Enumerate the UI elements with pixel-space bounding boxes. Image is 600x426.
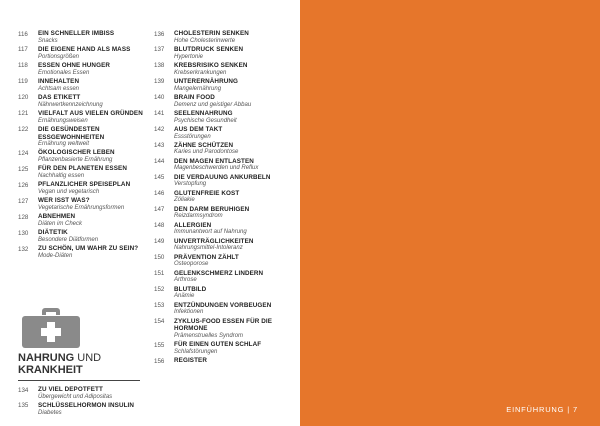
toc-subtitle: Vegan und vegetarisch	[38, 189, 100, 196]
toc-page-number: 152	[154, 286, 165, 294]
toc-entry-text	[38, 402, 143, 417]
toc-page-number: 144	[154, 158, 165, 166]
toc-entry[interactable]	[154, 62, 289, 77]
toc-subtitle: Besondere Diätformen	[38, 237, 99, 243]
toc-entry[interactable]	[154, 270, 289, 285]
section-title-bold-2: KRANKHEIT	[18, 364, 83, 376]
toc-entry[interactable]	[154, 357, 289, 366]
footer-section: EINFÜHRUNG	[506, 405, 565, 414]
toc-page-number: 128	[18, 213, 29, 221]
toc-subtitle: Verstopfung	[174, 181, 207, 188]
toc-page-number: 127	[18, 197, 29, 205]
page-footer	[506, 405, 578, 414]
toc-entry-text	[174, 206, 289, 221]
toc-entry[interactable]	[18, 229, 153, 244]
toc-entry[interactable]	[18, 110, 153, 125]
toc-title: ESSEN OHNE HUNGER	[38, 61, 111, 69]
toc-entry[interactable]	[18, 165, 153, 180]
toc-title: BRAIN FOOD	[174, 93, 215, 101]
toc-entry-text	[38, 78, 153, 93]
toc-page-number: 137	[154, 46, 165, 54]
toc-entry[interactable]	[18, 245, 153, 260]
toc-entry-text	[38, 245, 153, 260]
toc-entry[interactable]	[154, 318, 289, 340]
toc-page-number: 146	[154, 190, 165, 198]
toc-subtitle: Hypertonie	[174, 53, 204, 60]
toc-page-number: 122	[18, 126, 29, 134]
toc-subtitle: Arthrose	[174, 277, 197, 284]
toc-subtitle: Emotionales Essen	[38, 69, 90, 76]
toc-page-number: 153	[154, 302, 165, 310]
toc-page-number: 118	[18, 62, 28, 70]
toc-entry-text	[174, 158, 289, 173]
toc-entry[interactable]	[18, 197, 153, 212]
toc-page-number: 154	[154, 318, 165, 326]
toc-title: ABNEHMEN	[38, 213, 76, 221]
toc-entry[interactable]	[18, 126, 153, 148]
toc-entry-text	[174, 238, 289, 253]
toc-subtitle: Vegetarische Ernährungsformen	[38, 205, 125, 212]
toc-entry-text	[174, 270, 289, 285]
toc-title: ÖKOLOGISCHER LEBEN	[38, 149, 115, 157]
toc-entry[interactable]	[154, 206, 289, 221]
toc-subtitle: Mangelernährung	[174, 85, 222, 92]
toc-page-number: 147	[154, 206, 165, 214]
toc-subtitle: Schlafstörungen	[174, 348, 218, 355]
toc-entry-text	[174, 94, 289, 109]
toc-title: ZYKLUS-FOOD ESSEN FÜR DIE HORMONE	[174, 317, 273, 333]
toc-entry[interactable]	[154, 126, 289, 141]
page-number: 7	[573, 405, 578, 414]
toc-title: DEN DARM BERUHIGEN	[174, 205, 250, 213]
toc-entry[interactable]	[154, 78, 289, 93]
toc-page-number: 145	[154, 174, 165, 182]
toc-title: UNVERTRÄGLICHKEITEN	[174, 237, 254, 245]
toc-entry-text	[38, 213, 153, 228]
toc-subtitle: Reizdarmsyndrom	[174, 213, 223, 220]
section-title	[18, 352, 143, 376]
toc-entry[interactable]	[154, 30, 289, 45]
toc-page-number: 126	[18, 181, 29, 189]
toc-entry[interactable]	[18, 30, 153, 45]
toc-title: PRÄVENTION ZÄHLT	[174, 253, 239, 261]
toc-subtitle: Achtsam essen	[38, 85, 80, 92]
toc-entry-text	[38, 30, 153, 45]
toc-entry[interactable]	[18, 62, 153, 77]
toc-entry[interactable]	[18, 149, 153, 164]
toc-title: WER ISST WAS?	[38, 197, 90, 205]
toc-subtitle: Diäten im Check	[38, 221, 83, 228]
toc-title: SCHLÜSSELHORMON INSULIN	[38, 401, 135, 409]
toc-title: DAS ETIKETT	[38, 93, 81, 101]
toc-entry[interactable]	[154, 286, 289, 301]
toc-title: INNEHALTEN	[38, 77, 80, 85]
toc-title: SEELENNAHRUNG	[174, 109, 233, 117]
toc-entry[interactable]	[18, 213, 153, 228]
toc-title: GELENKSCHMERZ LINDERN	[174, 269, 264, 277]
toc-entry[interactable]	[154, 222, 289, 237]
toc-page-number: 148	[154, 222, 165, 230]
toc-page-number: 134	[18, 386, 29, 394]
toc-entry[interactable]	[154, 94, 289, 109]
toc-subtitle: Prämenstruelles Syndrom	[174, 332, 244, 339]
toc-subtitle: Nachhaltig essen	[38, 173, 85, 180]
toc-entry-text	[174, 190, 289, 205]
toc-title: DIE VERDAUUNG ANKURBELN	[174, 173, 271, 181]
toc-page-number: 140	[154, 94, 165, 102]
toc-entry-text	[174, 46, 289, 61]
toc-entry-text	[174, 126, 289, 141]
toc-title: KREBSRISIKO SENKEN	[174, 61, 248, 69]
toc-subtitle: Snacks	[38, 37, 58, 44]
toc-title: ZÄHNE SCHÜTZEN	[174, 141, 234, 149]
toc-subtitle: Magenbeschwerden und Reflux	[174, 165, 259, 172]
toc-title: DIE EIGENE HAND ALS MASS	[38, 45, 131, 53]
toc-title: FÜR DEN PLANETEN ESSEN	[38, 165, 127, 173]
toc-subtitle: Übergewicht und Adipositas	[38, 393, 113, 400]
toc-page-number: 156	[154, 357, 165, 365]
toc-entry[interactable]	[18, 46, 153, 61]
toc-entry-text	[38, 197, 153, 212]
toc-entry[interactable]	[154, 46, 289, 61]
toc-entry-text	[174, 318, 289, 340]
toc-title: ZU VIEL DEPOTFETT	[38, 386, 103, 393]
toc-entry[interactable]	[18, 181, 153, 196]
toc-page-number: 121	[18, 110, 29, 118]
toc-entry-text	[174, 357, 289, 365]
toc-entry[interactable]	[18, 386, 143, 401]
toc-subtitle: Infektionen	[174, 309, 204, 316]
toc-entry-text	[174, 302, 289, 317]
toc-subtitle: Zöliakie	[174, 197, 195, 204]
toc-title: FÜR EINEN GUTEN SCHLAF	[174, 341, 262, 349]
toc-title: AUS DEM TAKT	[174, 125, 223, 133]
toc-title: PFLANZLICHER SPEISEPLAN	[38, 181, 131, 189]
toc-entry[interactable]	[154, 158, 289, 173]
toc-entry-text	[174, 30, 289, 45]
toc-entry-text	[174, 62, 289, 77]
toc-column-1	[18, 30, 153, 261]
toc-entry-text	[38, 94, 153, 109]
first-aid-kit-icon	[22, 308, 80, 348]
section-title-bold: NAHRUNG	[18, 352, 75, 364]
toc-title: BLUTDRUCK SENKEN	[174, 45, 244, 53]
toc-subtitle: Osteoporose	[174, 261, 209, 268]
toc-title: EIN SCHNELLER IMBISS	[38, 30, 115, 37]
toc-subtitle: Pflanzenbasierte Ernährung	[38, 157, 113, 164]
toc-subtitle: Karies und Parodontose	[174, 149, 239, 156]
toc-title: CHOLESTERIN SENKEN	[174, 30, 249, 37]
toc-subtitle: Ernährung weltweit	[38, 141, 90, 148]
toc-entry-text	[174, 174, 289, 189]
toc-page-number: 151	[154, 270, 165, 278]
toc-title: VIELFALT AUS VIELEN GRÜNDEN	[38, 109, 143, 117]
toc-title: ENTZÜNDUNGEN VORBEUGEN	[174, 301, 272, 309]
toc-subtitle: Mode-Diäten	[38, 252, 73, 259]
toc-entry[interactable]	[154, 238, 289, 253]
toc-entry[interactable]	[154, 174, 289, 189]
toc-page-number: 124	[18, 149, 29, 157]
toc-entry-text	[38, 149, 153, 164]
toc-entry-text	[38, 181, 153, 196]
toc-page-number: 120	[18, 94, 29, 102]
toc-title: BLUTBILD	[174, 285, 207, 293]
toc-subtitle: Ernährungsweisen	[38, 117, 88, 124]
toc-subtitle: Hohe Cholesterinwerte	[174, 37, 236, 44]
toc-page-number: 132	[18, 245, 29, 253]
toc-entry[interactable]	[154, 254, 289, 269]
toc-subtitle: Portionsgrößen	[38, 53, 80, 60]
toc-entry-text	[38, 62, 153, 77]
toc-entry-text	[38, 386, 143, 401]
toc-title: DIÄTETIK	[38, 229, 68, 237]
toc-page-number: 136	[154, 30, 165, 38]
toc-entry[interactable]	[154, 142, 289, 157]
toc-entry-text	[174, 286, 289, 301]
toc-entry-text	[174, 222, 289, 237]
toc-page-number: 142	[154, 126, 165, 134]
toc-page-number: 143	[154, 142, 165, 150]
toc-page-number: 125	[18, 165, 29, 173]
footer-separator: |	[567, 405, 571, 414]
toc-subtitle: Nährwertkennzeichnung	[38, 101, 103, 108]
toc-entry[interactable]	[18, 94, 153, 109]
toc-subtitle: Psychische Gesundheit	[174, 117, 237, 124]
toc-page-number: 155	[154, 341, 165, 349]
toc-title: ALLERGIEN	[174, 221, 212, 229]
toc-page-number: 130	[18, 229, 29, 237]
toc-title: GLUTENFREIE KOST	[174, 189, 240, 197]
toc-entry-text	[174, 254, 289, 269]
toc-subtitle: Nahrungsmittel-Intoleranz	[174, 245, 243, 252]
toc-entry-text	[174, 110, 289, 125]
section-rule	[18, 380, 140, 381]
toc-title: REGISTER	[174, 357, 207, 365]
toc-page-number: 149	[154, 238, 165, 246]
intro-page	[300, 0, 600, 426]
toc-subtitle: Krebserkrankungen	[174, 69, 227, 76]
toc-subtitle: Essstörungen	[174, 133, 211, 140]
toc-page-number: 135	[18, 402, 29, 410]
toc-title: UNTERERNÄHRUNG	[174, 77, 239, 85]
toc-entry-text	[174, 78, 289, 93]
toc-entry-text	[38, 126, 153, 148]
toc-entry-text	[38, 165, 153, 180]
toc-page-number: 119	[18, 78, 28, 86]
toc-page-number: 138	[154, 62, 165, 70]
toc-entry-text	[174, 341, 289, 356]
toc-entry[interactable]	[154, 190, 289, 205]
toc-entry-text	[38, 229, 153, 244]
toc-entry[interactable]	[18, 402, 143, 417]
toc-subtitle: Diabetes	[38, 409, 62, 416]
toc-page-number: 150	[154, 254, 165, 262]
toc-subtitle: Demenz und geistiger Abbau	[174, 101, 252, 108]
toc-entry[interactable]	[154, 341, 289, 356]
toc-entry[interactable]	[154, 302, 289, 317]
toc-entry-text	[38, 46, 153, 61]
toc-subtitle: Immunantwort auf Nahrung	[174, 229, 247, 236]
toc-title: DEN MAGEN ENTLASTEN	[174, 157, 254, 165]
toc-entry[interactable]	[18, 78, 153, 93]
toc-title: DIE GESÜNDESTEN ESSGEWOHNHEITEN	[38, 125, 105, 141]
toc-page-number: 116	[18, 30, 28, 38]
toc-entry-text	[174, 142, 289, 157]
section-title-light: UND	[77, 352, 102, 364]
toc-column-2	[154, 30, 289, 367]
toc-subtitle: Anämie	[174, 293, 195, 300]
toc-page-number: 117	[18, 46, 28, 54]
toc-entry-text	[38, 110, 153, 125]
toc-page-number: 141	[154, 110, 165, 118]
toc-page-number: 139	[154, 78, 165, 86]
toc-section-list	[18, 386, 143, 418]
toc-entry[interactable]	[154, 110, 289, 125]
toc-title: ZU SCHÖN, UM WAHR ZU SEIN?	[38, 245, 139, 253]
